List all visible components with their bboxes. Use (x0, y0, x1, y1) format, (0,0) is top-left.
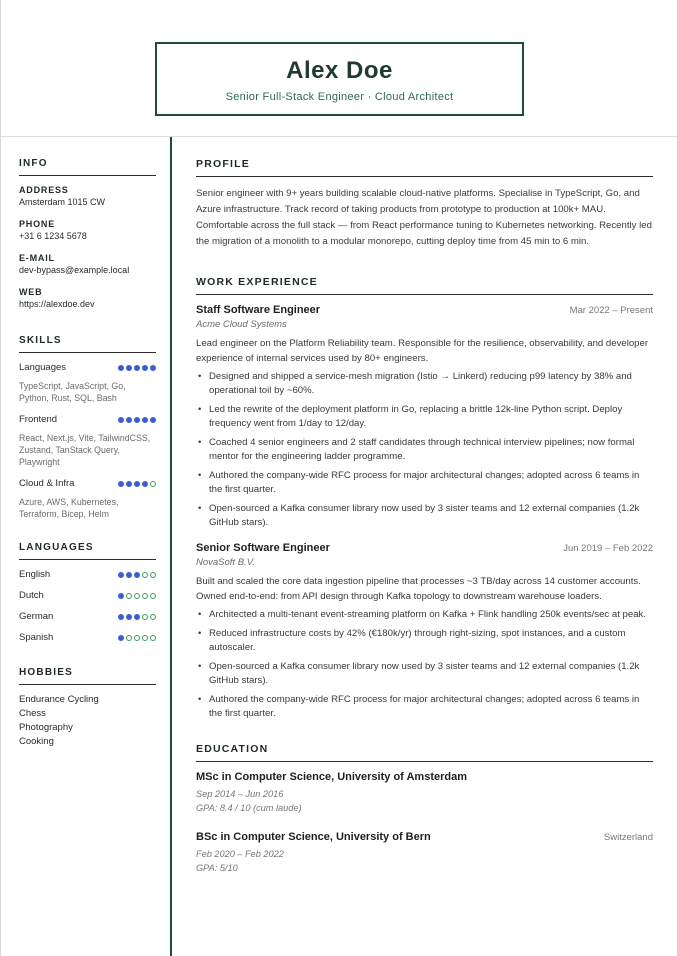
level-dot-filled (150, 417, 156, 423)
skill-name: Frontend (19, 414, 58, 425)
skill-level-dots (118, 417, 156, 423)
level-dot-filled (126, 365, 132, 371)
column-divider (170, 137, 172, 956)
level-dot-empty (150, 593, 156, 599)
job-header (196, 542, 653, 554)
job-date: Jun 2019 – Feb 2022 (563, 543, 653, 554)
info-label: PHONE (19, 219, 56, 229)
job-bullet: • Authored the company-wide RFC process for major architectural changes; adopted across 6 teams in the first quarter. (196, 469, 653, 497)
hobby-item: Cooking (19, 736, 54, 747)
job-entry (196, 304, 653, 530)
level-dot-empty (150, 572, 156, 578)
job-bullet: • Open-sourced a Kafka consumer library now used by 3 sister teams and 12 external companies (1.2k GitHub stars). (196, 660, 653, 688)
level-dot-filled (118, 417, 124, 423)
language-row (19, 589, 156, 602)
info-email (19, 252, 156, 277)
info-section (19, 158, 156, 311)
language-name: Dutch (19, 590, 44, 601)
skill-level-dots (118, 365, 156, 371)
job-bullets (196, 370, 653, 530)
language-row (19, 631, 156, 644)
hobby-item: Endurance Cycling (19, 694, 99, 705)
job-entry (196, 542, 653, 721)
level-dot-empty (150, 481, 156, 487)
info-heading: INFO (19, 158, 156, 176)
candidate-name: Alex Doe (286, 57, 393, 84)
level-dot-filled (126, 572, 132, 578)
info-phone (19, 218, 156, 243)
language-level-dots (118, 614, 156, 620)
candidate-subtitle: Senior Full-Stack Engineer · Cloud Architect (225, 91, 454, 103)
level-dot-filled (134, 614, 140, 620)
info-value: Amsterdam 1015 CW (19, 197, 106, 207)
skill-level-dots (118, 481, 156, 487)
skill-row (19, 413, 156, 426)
experience-heading: WORK EXPERIENCE (196, 276, 653, 295)
education-section (196, 743, 653, 875)
education-date: Feb 2020 – Feb 2022 (196, 849, 284, 859)
language-level-dots (118, 572, 156, 578)
level-dot-empty (150, 635, 156, 641)
info-web (19, 286, 156, 311)
level-dot-empty (142, 614, 148, 620)
level-dot-filled (118, 572, 124, 578)
skills-section (19, 335, 156, 520)
education-title: BSc in Computer Science, University of Bern (196, 831, 431, 843)
job-bullet: • Coached 4 senior engineers and 2 staff candidates through technical interview pipelines; now formal mentor for the engineering ladder programme. (196, 436, 653, 464)
level-dot-filled (118, 365, 124, 371)
education-title: MSc in Computer Science, University of Amsterdam (196, 771, 467, 783)
info-value: +31 6 1234 5678 (19, 231, 87, 241)
level-dot-empty (142, 572, 148, 578)
skill-name: Cloud & Infra (19, 478, 75, 489)
education-entry (196, 771, 653, 815)
skill-name: Languages (19, 362, 67, 373)
level-dot-empty (134, 635, 140, 641)
level-dot-empty (126, 593, 132, 599)
name-box (155, 42, 524, 116)
info-label: E-MAIL (19, 253, 55, 263)
level-dot-empty (126, 635, 132, 641)
level-dot-empty (142, 593, 148, 599)
education-date: Sep 2014 – Jun 2016 (196, 789, 284, 799)
level-dot-filled (142, 365, 148, 371)
experience-section (196, 276, 653, 721)
job-header (196, 304, 653, 316)
languages-heading: LANGUAGES (19, 542, 156, 560)
level-dot-filled (126, 481, 132, 487)
sidebar (19, 137, 156, 749)
profile-text: Senior engineer with 9+ years building scalable cloud-native platforms. Specialise in TypeScript, Go, and Azure infrastructure. Track record of taking products from prototype to production at 100k+ MAU. Comfortable across the full stack — from React performance tuning to Kubernetes networking. Recently led the migration of a monolith to a modular monorepo, cutting deploy time from 45 min to 6 min. (196, 188, 652, 247)
language-row (19, 568, 156, 581)
job-bullet: • Led the rewrite of the deployment platform in Go, replacing a brittle 12k-line Python script. Deploy frequency went from 1/day to 12/day. (196, 403, 653, 431)
resume-header (1, 0, 677, 137)
hobby-item: Photography (19, 722, 73, 733)
education-heading: EDUCATION (196, 743, 653, 762)
job-summary: Built and scaled the core data ingestion pipeline that processes ~3 TB/day across 14 customer accounts. Owned end-to-end: from API design through Kafka topology to downstream warehouse loaders. (196, 576, 641, 602)
education-location: Switzerland (603, 832, 653, 843)
skills-heading: SKILLS (19, 335, 156, 353)
level-dot-filled (142, 481, 148, 487)
job-bullets (196, 608, 653, 721)
education-header (196, 771, 653, 783)
job-title: Senior Software Engineer (196, 542, 330, 554)
education-gpa: GPA: 5/10 (196, 863, 238, 873)
language-row (19, 610, 156, 623)
skill-desc: React, Next.js, Vite, TailwindCSS, Zustand, TanStack Query, Playwright (19, 433, 151, 467)
info-address (19, 184, 156, 209)
languages-section (19, 542, 156, 644)
info-value: dev-bypass@example.local (19, 265, 130, 275)
level-dot-filled (150, 365, 156, 371)
job-company: NovaSoft B.V. (196, 557, 255, 568)
language-name: German (19, 611, 54, 622)
language-level-dots (118, 593, 156, 599)
main-column (196, 137, 653, 875)
hobby-item: Chess (19, 708, 46, 719)
job-company: Acme Cloud Systems (196, 319, 287, 330)
level-dot-empty (142, 635, 148, 641)
level-dot-filled (142, 417, 148, 423)
skill-row (19, 477, 156, 490)
language-name: English (19, 569, 51, 580)
level-dot-filled (118, 635, 124, 641)
job-bullet: • Architected a multi-tenant event-streaming platform on Kafka + Flink handling 250k events/sec at peak. (196, 608, 653, 622)
level-dot-empty (150, 614, 156, 620)
level-dot-filled (134, 417, 140, 423)
skill-desc: Azure, AWS, Kubernetes, Terraform, Bicep, Helm (19, 497, 119, 519)
info-value: https://alexdoe.dev (19, 299, 95, 309)
level-dot-filled (134, 481, 140, 487)
info-label: ADDRESS (19, 185, 69, 195)
job-bullet: • Authored the company-wide RFC process for major architectural changes; adopted across 6 teams in the first quarter. (196, 693, 653, 721)
job-title: Staff Software Engineer (196, 304, 321, 316)
language-name: Spanish (19, 632, 54, 643)
skill-desc: TypeScript, JavaScript, Go, Python, Rust, SQL, Bash (19, 381, 126, 403)
profile-section (196, 158, 653, 250)
info-label: WEB (19, 287, 43, 297)
job-bullet: • Designed and shipped a service-mesh migration (Istio → Linkerd) reducing p99 latency by 38% and operational toil by ~60%. (196, 370, 653, 398)
job-date: Mar 2022 – Present (569, 305, 653, 316)
level-dot-filled (118, 593, 124, 599)
profile-heading: PROFILE (196, 158, 653, 177)
level-dot-filled (118, 614, 124, 620)
hobbies-section (19, 667, 156, 749)
level-dot-filled (126, 417, 132, 423)
education-gpa: GPA: 8.4 / 10 (cum laude) (196, 803, 302, 813)
education-entry (196, 831, 653, 875)
language-level-dots (118, 635, 156, 641)
skill-row (19, 361, 156, 374)
level-dot-filled (118, 481, 124, 487)
level-dot-filled (126, 614, 132, 620)
job-summary: Lead engineer on the Platform Reliability team. Responsible for the resilience, observability, and developer experience of internal services used by 80+ engineers. (196, 338, 649, 364)
job-bullet: • Open-sourced a Kafka consumer library now used by 3 sister teams and 12 external companies (1.2k GitHub stars). (196, 502, 653, 530)
education-header (196, 831, 653, 843)
hobbies-heading: HOBBIES (19, 667, 156, 685)
level-dot-filled (134, 572, 140, 578)
level-dot-filled (134, 365, 140, 371)
job-bullet: • Reduced infrastructure costs by 42% (€180k/yr) through right-sizing, spot instances, and a custom autoscaler. (196, 627, 653, 655)
level-dot-empty (134, 593, 140, 599)
